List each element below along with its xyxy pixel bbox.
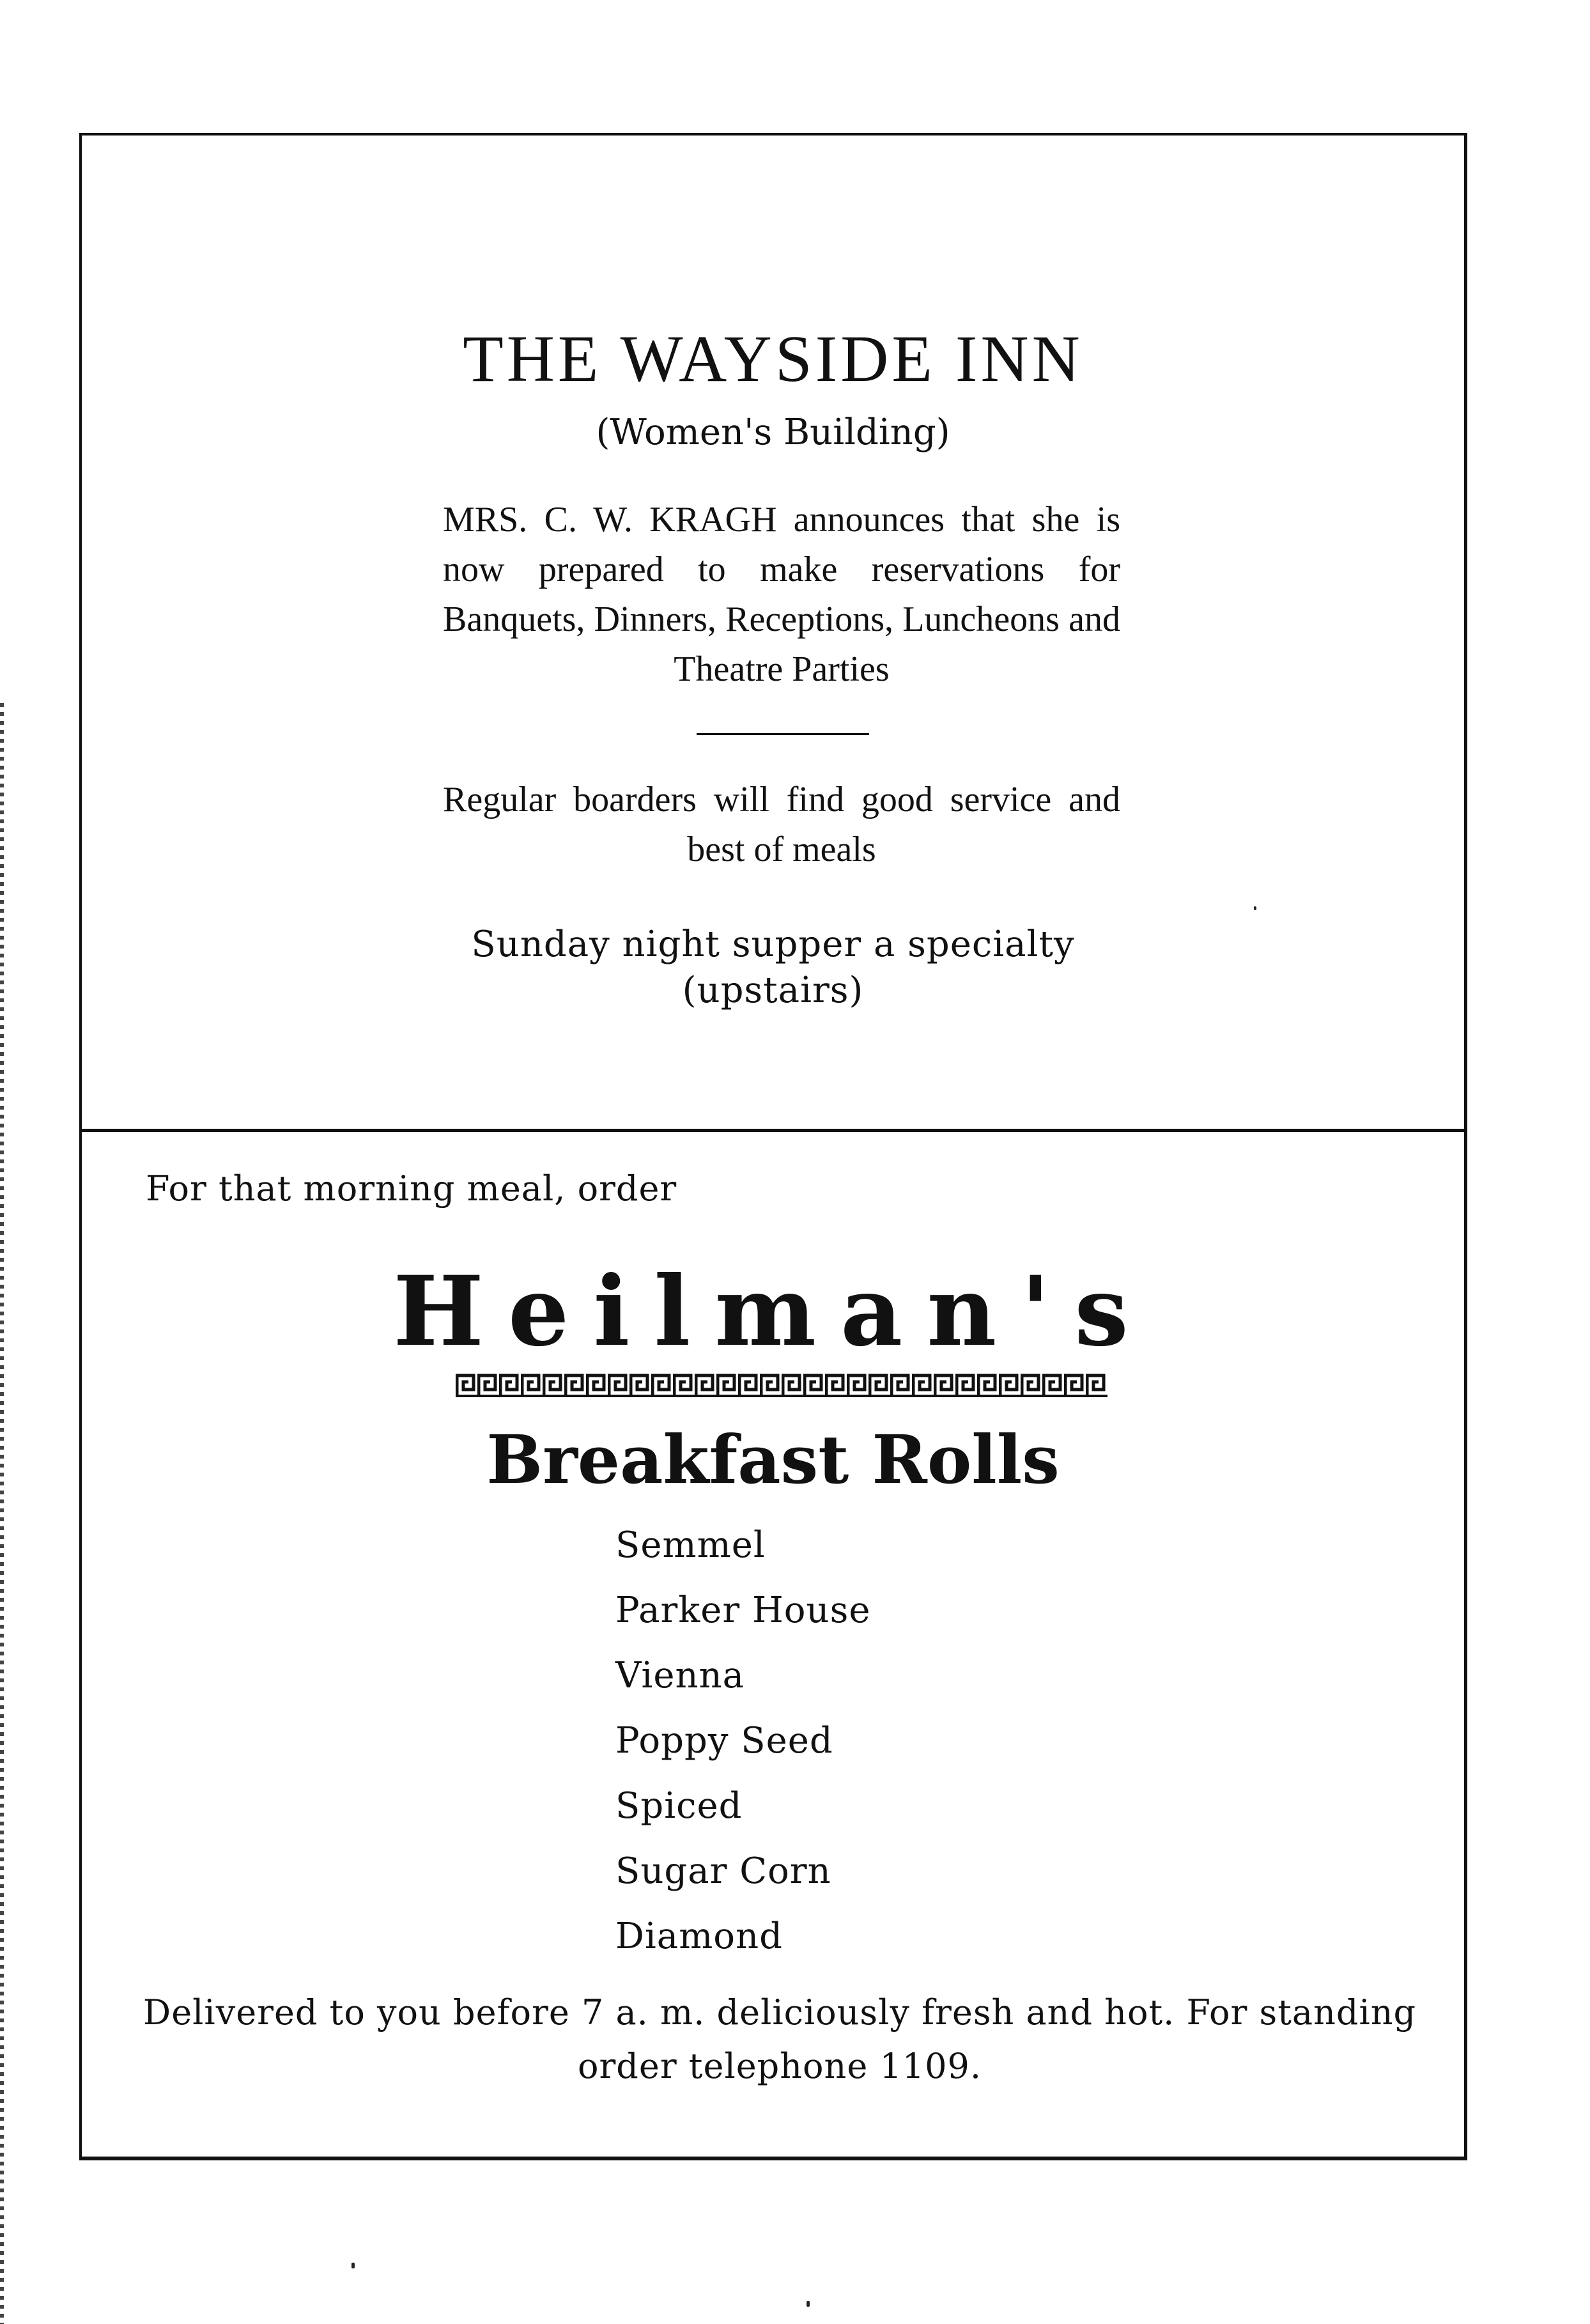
inn-boarders-note: Regular boarders will find good service and best of meals bbox=[443, 780, 1120, 869]
list-item: Parker House bbox=[615, 1590, 871, 1631]
bakery-intro: For that morning meal, order bbox=[146, 1168, 677, 1209]
rolls-list bbox=[615, 1513, 870, 1969]
list-item: Spiced bbox=[615, 1785, 743, 1827]
list-item: Semmel bbox=[615, 1524, 766, 1566]
ink-speck bbox=[807, 2301, 810, 2307]
delivery-note: Delivered to you before 7 a. m. deliciously fresh and hot. For standing order telephone 1109. bbox=[143, 1992, 1417, 2086]
ink-speck bbox=[1254, 906, 1256, 910]
inn-subtitle: (Women's Building) bbox=[596, 412, 950, 453]
list-item: Vienna bbox=[615, 1655, 745, 1696]
greek-key-ornament bbox=[456, 1372, 1108, 1397]
ad-divider bbox=[82, 1129, 1464, 1132]
inn-title: THE WAYSIDE INN bbox=[463, 322, 1083, 396]
bakery-brand: Heilman's bbox=[393, 1255, 1153, 1368]
inn-announcement: MRS. C. W. KRAGH announces that she is now prepared to make reservations for Banquets, Dinners, Receptions, Luncheons and Theatre Parties bbox=[443, 500, 1120, 689]
list-item: Sugar Corn bbox=[615, 1850, 831, 1892]
section-rule bbox=[697, 733, 869, 735]
sunday-supper-location: (upstairs) bbox=[682, 970, 864, 1011]
inn-sunday-supper bbox=[82, 922, 1464, 1014]
sunday-supper-line: Sunday night supper a specialty bbox=[471, 924, 1075, 965]
bakery-product: Breakfast Rolls bbox=[486, 1420, 1060, 1499]
list-item: Poppy Seed bbox=[615, 1720, 833, 1762]
advertisement-frame bbox=[79, 133, 1467, 2160]
ink-speck bbox=[351, 2263, 355, 2268]
scan-edge-shadow bbox=[0, 703, 4, 2324]
list-item: Diamond bbox=[615, 1916, 783, 1957]
